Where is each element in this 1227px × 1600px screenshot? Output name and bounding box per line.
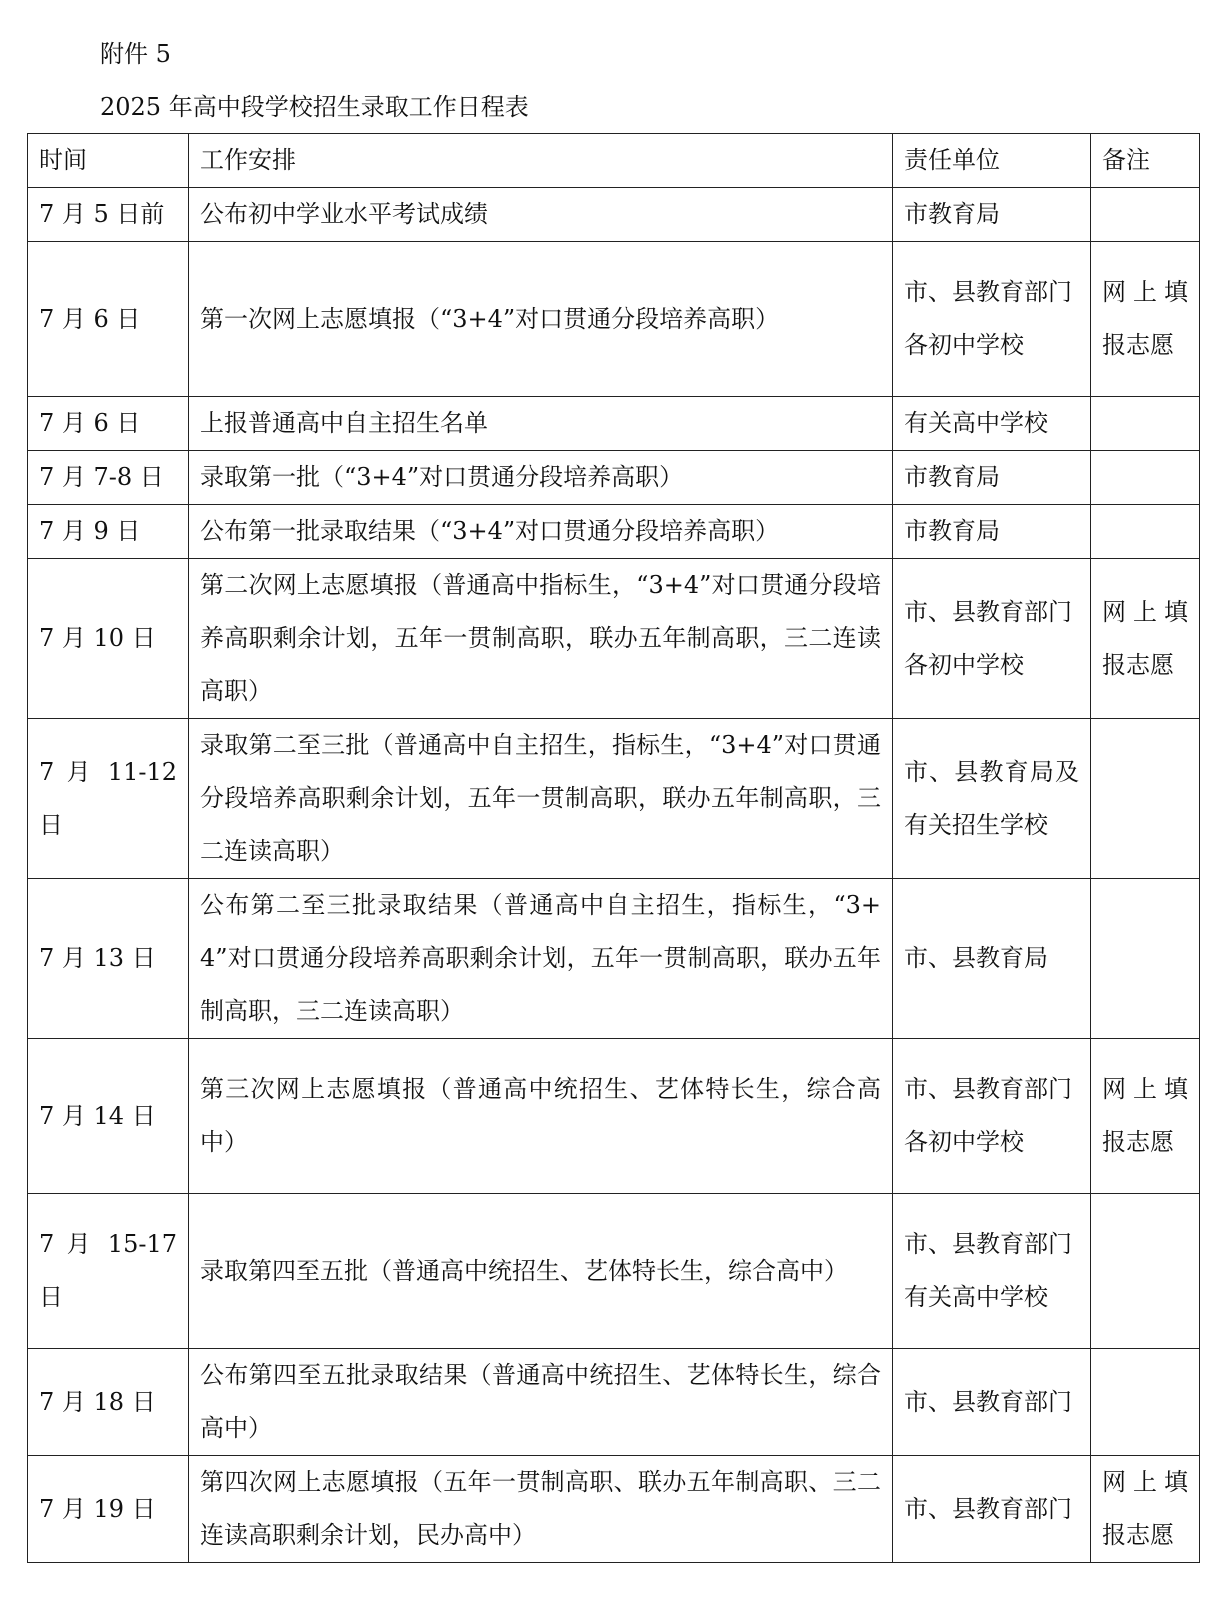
schedule-table <box>27 133 1200 1563</box>
table-row <box>28 188 1200 242</box>
cell-time: 7 月 18 日 <box>28 1349 189 1456</box>
cell-unit: 市、县教育部门 <box>893 1349 1091 1456</box>
cell-note <box>1091 451 1200 505</box>
cell-unit-line: 市、县教育部门 <box>904 278 1072 306</box>
cell-task: 公布初中学业水平考试成绩 <box>189 188 893 242</box>
cell-note <box>1091 719 1200 879</box>
cell-task: 录取第二至三批（普通高中自主招生，指标生，“3+4”对口贯通分段培养高职剩余计划，五年一贯制高职，联办五年制高职，三二连读高职） <box>189 719 893 879</box>
cell-note <box>1091 188 1200 242</box>
table-row <box>28 879 1200 1039</box>
header-task: 工作安排 <box>189 134 893 188</box>
cell-time: 7 月 5 日前 <box>28 188 189 242</box>
cell-unit: 市、县教育部门 <box>893 1456 1091 1563</box>
cell-time: 7 月 13 日 <box>28 879 189 1039</box>
cell-time: 7 月 19 日 <box>28 1456 189 1563</box>
table-header-row <box>28 134 1200 188</box>
cell-unit: 市教育局 <box>893 188 1091 242</box>
cell-note <box>1091 397 1200 451</box>
cell-note <box>1091 1194 1200 1349</box>
cell-time: 7 月 7-8 日 <box>28 451 189 505</box>
cell-time: 7 月 15-17 日 <box>28 1194 189 1349</box>
cell-unit: 市教育局 <box>893 505 1091 559</box>
cell-unit-line: 各初中学校 <box>904 331 1024 359</box>
table-row <box>28 451 1200 505</box>
cell-note: 网上填报志愿 <box>1091 559 1200 719</box>
cell-unit-line: 各初中学校 <box>904 650 1024 679</box>
table-row <box>28 397 1200 451</box>
cell-time: 7 月 14 日 <box>28 1039 189 1194</box>
cell-task: 上报普通高中自主招生名单 <box>189 397 893 451</box>
cell-note <box>1091 505 1200 559</box>
cell-time: 7 月 6 日 <box>28 397 189 451</box>
cell-task: 第二次网上志愿填报（普通高中指标生，“3+4”对口贯通分段培养高职剩余计划，五年一贯制高职，联办五年制高职，三二连读高职） <box>189 559 893 719</box>
cell-unit: 市教育局 <box>893 451 1091 505</box>
table-row <box>28 719 1200 879</box>
cell-unit <box>893 1194 1091 1349</box>
cell-task: 公布第一批录取结果（“3+4”对口贯通分段培养高职） <box>189 505 893 559</box>
table-row <box>28 1194 1200 1349</box>
cell-unit-line: 市、县教育部门 <box>904 1230 1072 1258</box>
cell-note: 网上填报志愿 <box>1091 1039 1200 1194</box>
cell-unit: 市、县教育局 <box>893 879 1091 1039</box>
attachment-label: 附件 5 <box>100 40 171 68</box>
cell-unit-line: 各初中学校 <box>904 1128 1024 1156</box>
table-row <box>28 1039 1200 1194</box>
cell-unit: 市、县教育局及有关招生学校 <box>893 719 1091 879</box>
cell-time: 7 月 10 日 <box>28 559 189 719</box>
table-row <box>28 242 1200 397</box>
cell-time: 7 月 9 日 <box>28 505 189 559</box>
table-row <box>28 505 1200 559</box>
cell-note <box>1091 879 1200 1039</box>
header-note: 备注 <box>1091 134 1200 188</box>
cell-task: 公布第二至三批录取结果（普通高中自主招生，指标生，“3+4”对口贯通分段培养高职剩余计划，五年一贯制高职，联办五年制高职，三二连读高职） <box>189 879 893 1039</box>
cell-task: 录取第一批（“3+4”对口贯通分段培养高职） <box>189 451 893 505</box>
cell-unit-line: 有关高中学校 <box>904 1283 1048 1311</box>
table-row <box>28 1349 1200 1456</box>
cell-time: 7 月 6 日 <box>28 242 189 397</box>
cell-unit <box>893 1039 1091 1194</box>
document-title: 2025 年高中段学校招生录取工作日程表 <box>100 93 529 121</box>
cell-unit: 有关高中学校 <box>893 397 1091 451</box>
cell-task: 录取第四至五批（普通高中统招生、艺体特长生，综合高中） <box>189 1194 893 1349</box>
cell-note: 网上填报志愿 <box>1091 1456 1200 1563</box>
cell-time: 7 月 11-12 日 <box>28 719 189 879</box>
cell-note <box>1091 1349 1200 1456</box>
cell-task: 公布第四至五批录取结果（普通高中统招生、艺体特长生，综合高中） <box>189 1349 893 1456</box>
cell-task: 第一次网上志愿填报（“3+4”对口贯通分段培养高职） <box>189 242 893 397</box>
header-time: 时间 <box>28 134 189 188</box>
header-unit: 责任单位 <box>893 134 1091 188</box>
cell-unit <box>893 242 1091 397</box>
cell-task: 第四次网上志愿填报（五年一贯制高职、联办五年制高职、三二连读高职剩余计划，民办高中） <box>189 1456 893 1563</box>
table-row <box>28 1456 1200 1563</box>
cell-unit-line: 市、县教育部门 <box>904 1075 1072 1103</box>
cell-task: 第三次网上志愿填报（普通高中统招生、艺体特长生，综合高中） <box>189 1039 893 1194</box>
table-row <box>28 559 1200 719</box>
cell-note: 网上填报志愿 <box>1091 242 1200 397</box>
cell-unit <box>893 559 1091 719</box>
cell-unit-line: 市、县教育部门 <box>904 597 1072 626</box>
